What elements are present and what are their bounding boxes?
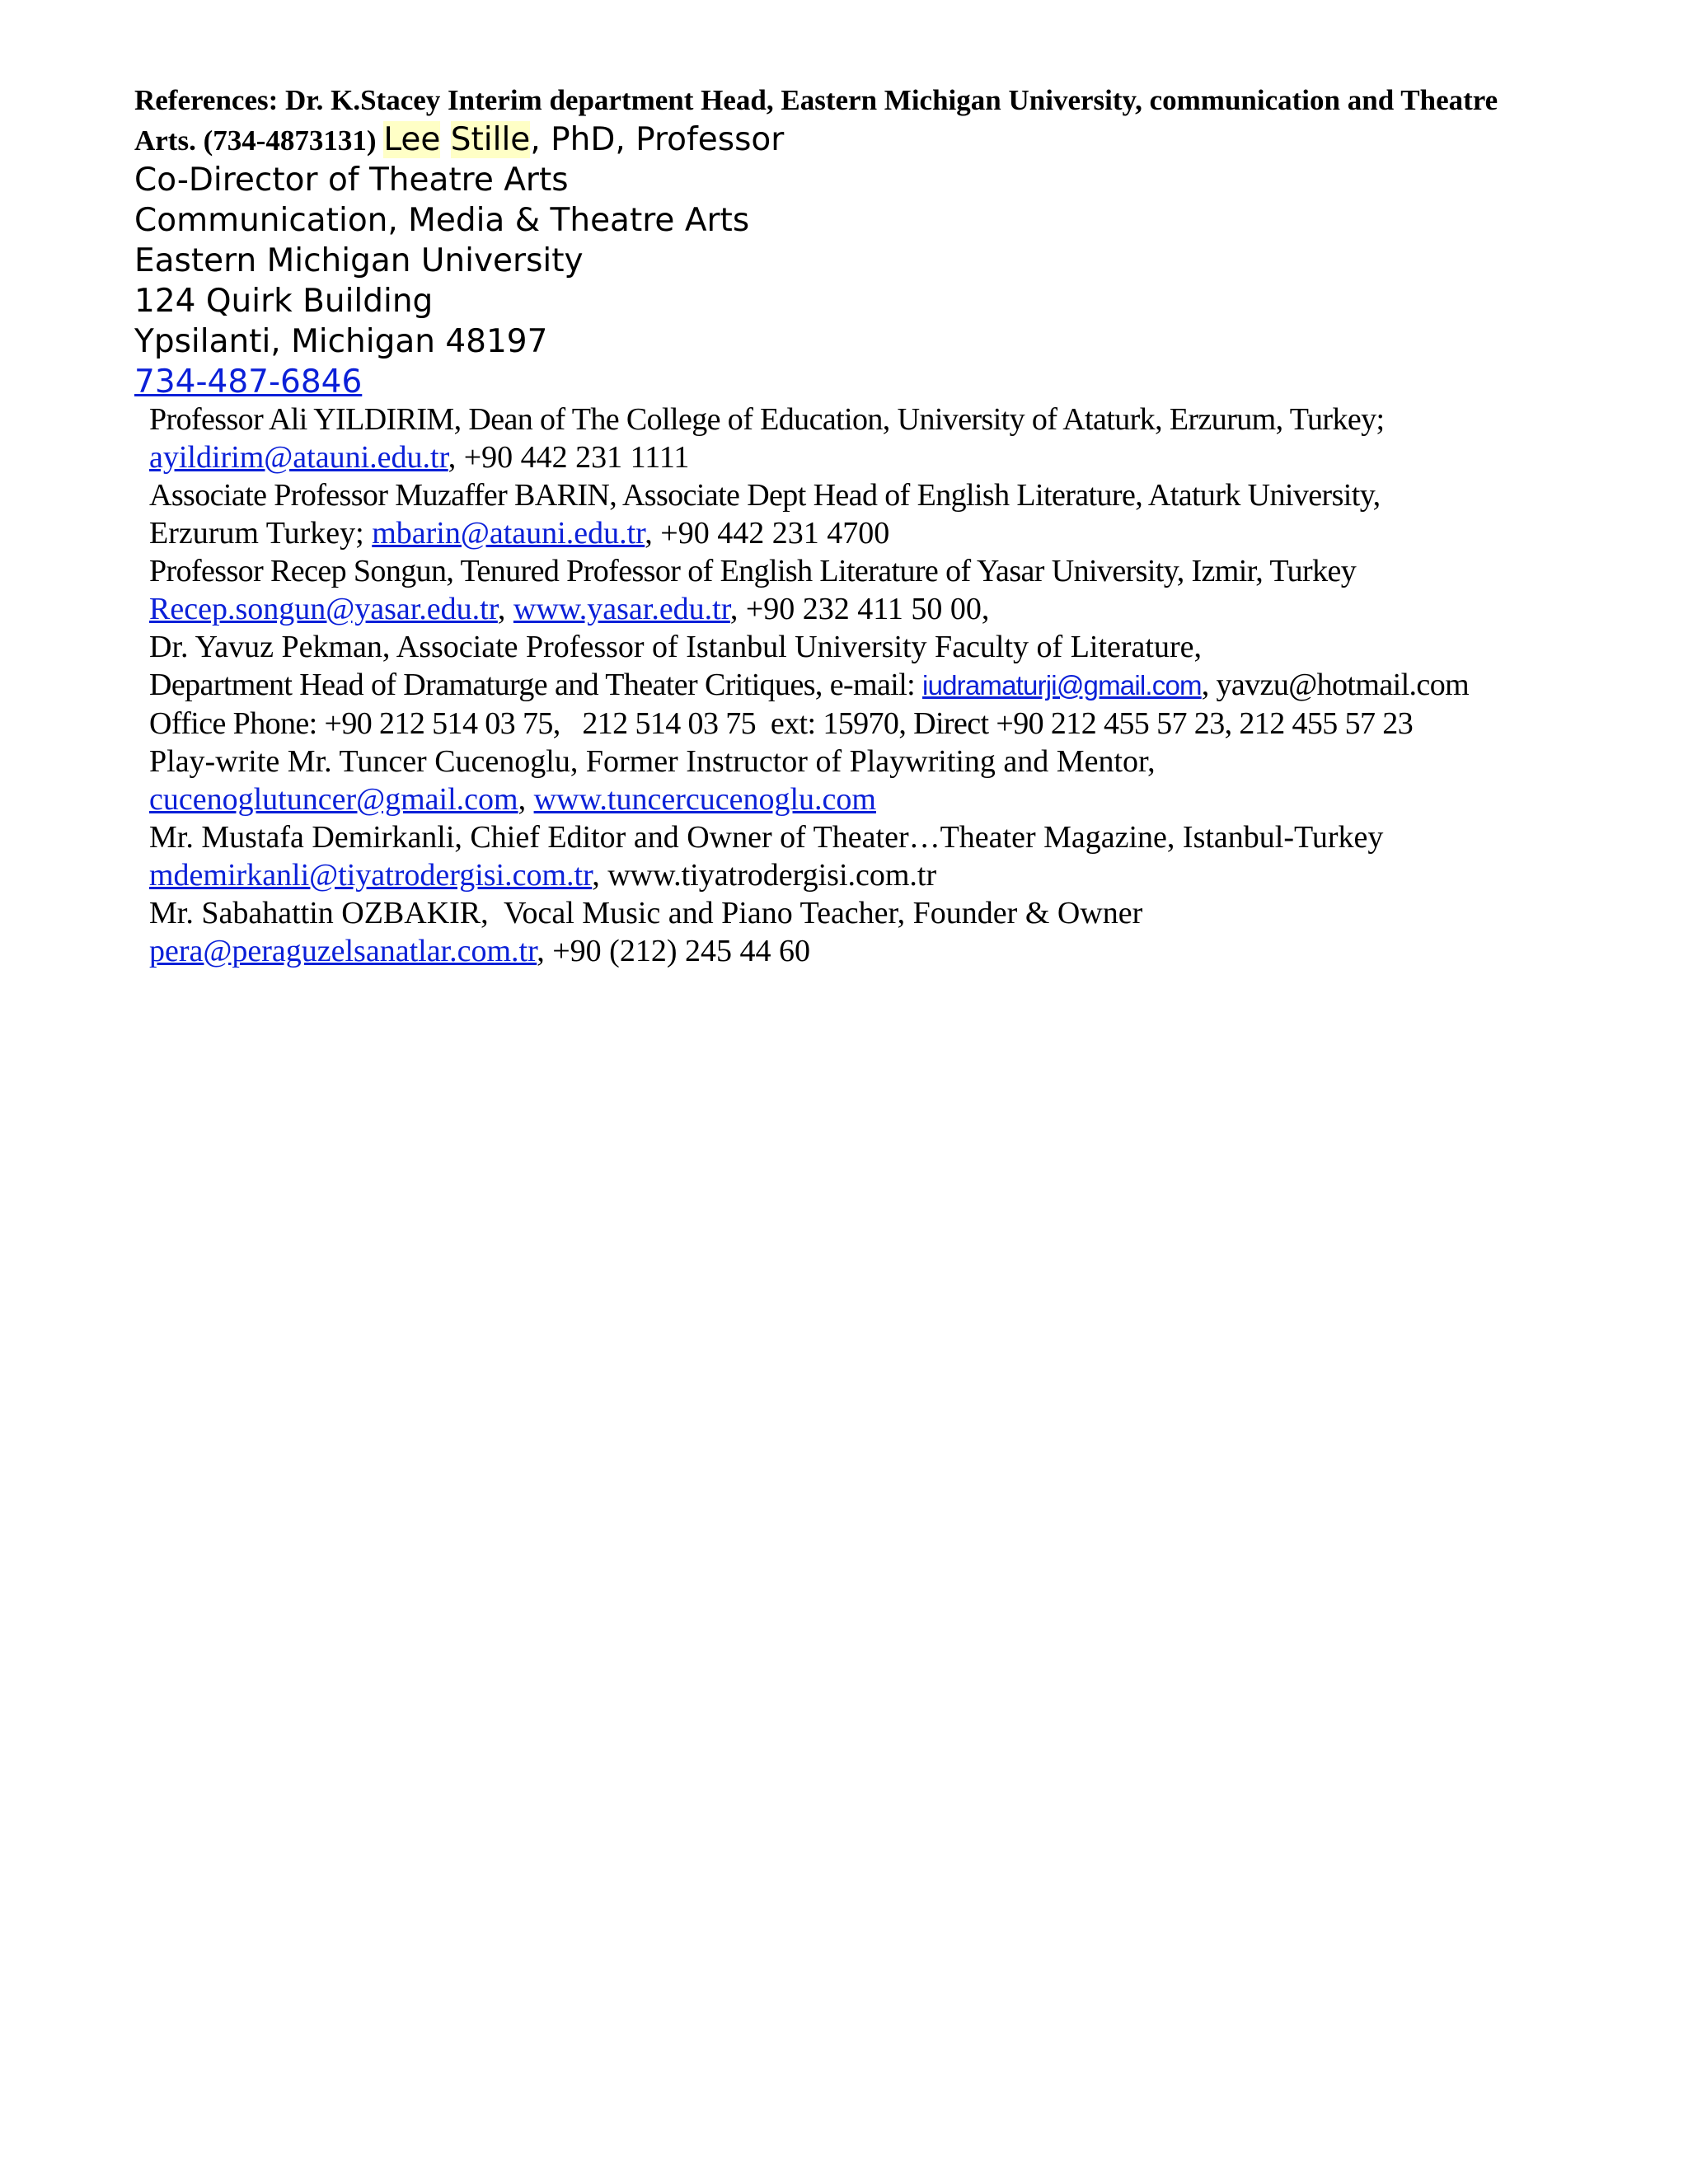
address-line: Eastern Michigan University xyxy=(134,242,584,279)
reference-contact-line xyxy=(149,856,1550,894)
website-link[interactable]: www.yasar.edu.tr xyxy=(513,592,730,626)
address-line: 124 Quirk Building xyxy=(134,283,434,320)
address-line: Ypsilanti, Michigan 48197 xyxy=(134,323,548,360)
references-heading-text: References: Dr. K.Stacey Interim department Head, Eastern Michigan University, communication and Theatre Arts. (734-4873131) xyxy=(134,84,1498,157)
reference-list xyxy=(149,401,1550,970)
reference-contact-line xyxy=(149,590,1550,628)
reference-contact-line xyxy=(149,666,1550,705)
phone-text: , +90 442 231 4700 xyxy=(645,516,890,551)
reference-line: Professor Recep Songun, Tenured Professor of English Literature of Yasar University, Izmir, Turkey xyxy=(149,554,1357,588)
email-link[interactable]: pera@peraguzelsanatlar.com.tr xyxy=(149,934,537,968)
email-link[interactable]: iudramaturji@gmail.com xyxy=(922,670,1202,701)
reference-line: Play-write Mr. Tuncer Cucenoglu, Former Instructor of Playwriting and Mentor, xyxy=(149,744,1156,779)
email-link[interactable]: mbarin@atauni.edu.tr xyxy=(372,516,645,551)
highlighted-last-name: Stille xyxy=(450,121,531,158)
separator-text: , xyxy=(497,592,513,626)
reference-contact-line xyxy=(149,932,1550,970)
secondary-email-text: , yavzu@hotmail.com xyxy=(1201,668,1470,702)
phone-text: , +90 442 231 1111 xyxy=(448,440,690,475)
website-text: , www.tiyatrodergisi.com.tr xyxy=(592,858,937,893)
department-text: Department Head of Dramaturge and Theater Critiques, e-mail: xyxy=(149,668,923,702)
email-link[interactable]: cucenoglutuncer@gmail.com xyxy=(149,782,518,817)
address-line: Co-Director of Theatre Arts xyxy=(134,162,569,199)
phone-link[interactable]: 734-487-6846 xyxy=(134,363,363,401)
email-link[interactable]: ayildirim@atauni.edu.tr xyxy=(149,440,448,475)
reference-contact-line xyxy=(149,438,1550,476)
separator-text: , xyxy=(518,782,534,817)
office-phone-line: Office Phone: +90 212 514 03 75, 212 514 03 75 ext: 15970, Direct +90 212 455 57 23, 212 455 57 23 xyxy=(149,706,1414,741)
reference-contact-line xyxy=(149,780,1550,818)
contact-name xyxy=(383,121,784,158)
contact-title: , PhD, Professor xyxy=(530,121,785,158)
website-link[interactable]: www.tuncercucenoglu.com xyxy=(533,782,876,817)
reference-line: Mr. Mustafa Demirkanli, Chief Editor and Owner of Theater…Theater Magazine, Istanbul-Turkey xyxy=(149,820,1384,855)
reference-line: Dr. Yavuz Pekman, Associate Professor of Istanbul University Faculty of Literature, xyxy=(149,630,1202,664)
highlighted-first-name: Lee xyxy=(383,121,441,158)
reference-line: Professor Ali YILDIRIM, Dean of The College of Education, University of Ataturk, Erzurum, Turkey; xyxy=(149,402,1385,437)
references-intro xyxy=(134,81,1552,161)
contact-address-block xyxy=(134,160,1536,402)
reference-line: Associate Professor Muzaffer BARIN, Associate Dept Head of English Literature, Ataturk University, xyxy=(149,478,1381,513)
email-link[interactable]: mdemirkanli@tiyatrodergisi.com.tr xyxy=(149,858,593,893)
reference-line: Mr. Sabahattin OZBAKIR, Vocal Music and Piano Teacher, Founder & Owner xyxy=(149,896,1143,930)
location-text: Erzurum Turkey; xyxy=(149,516,373,551)
phone-text: , +90 (212) 245 44 60 xyxy=(537,934,810,968)
reference-contact-line xyxy=(149,514,1550,552)
address-line: Communication, Media & Theatre Arts xyxy=(134,202,750,239)
email-link[interactable]: Recep.songun@yasar.edu.tr xyxy=(149,592,498,626)
phone-text: , +90 232 411 50 00, xyxy=(729,592,990,626)
